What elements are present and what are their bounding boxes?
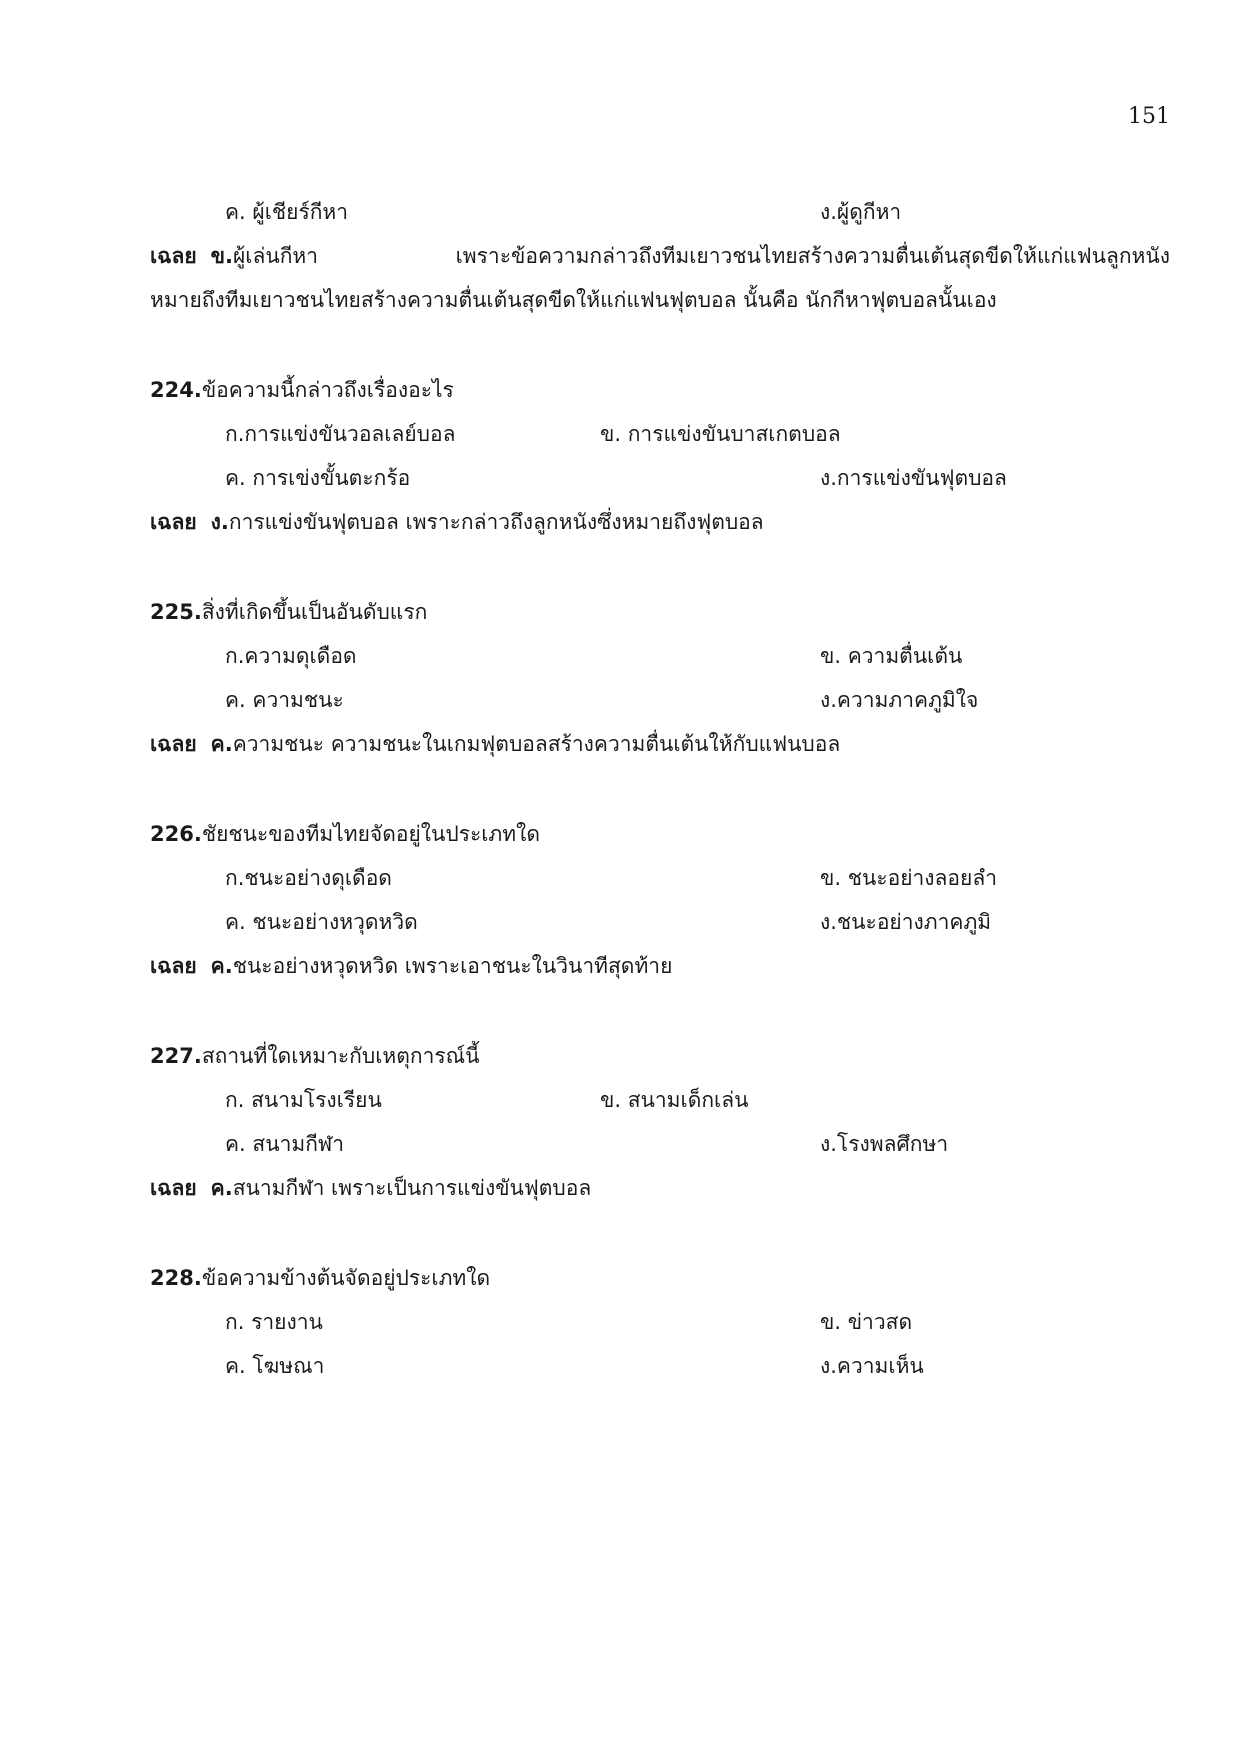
option-c: ค. ผู้เชียร์กีหา	[225, 200, 349, 224]
answer-line	[150, 234, 1170, 278]
answer-line	[150, 1166, 1170, 1210]
question-title	[150, 1256, 1170, 1300]
answer-label: เฉลย	[150, 510, 197, 534]
question-title	[150, 1034, 1170, 1078]
option-d: ง.ความเห็น	[820, 1354, 924, 1378]
question-text: ข้อความนี้กล่าวถึงเรื่องอะไร	[201, 378, 454, 402]
question-number: 224.	[150, 378, 202, 402]
page-number: 151	[1128, 104, 1170, 129]
answer-label: เฉลย	[150, 732, 197, 756]
answer-line	[150, 500, 1170, 544]
option-b: ข. ข่าวสด	[820, 1310, 913, 1334]
question-text: สถานที่ใดเหมาะกับเหตุการณ์นี้	[201, 1044, 480, 1068]
question-225	[150, 590, 1170, 766]
answer-text: ผู้เล่นกีหา เพราะข้อความกล่าวถึงทีมเยาวชนไทยสร้างความตื่นเต้นสุดขีดให้แก่แฟนลูกหนัง	[233, 244, 1170, 268]
question-226	[150, 812, 1170, 988]
option-row	[150, 634, 1170, 678]
question-227	[150, 1034, 1170, 1210]
option-c: ค. โฆษณา	[225, 1354, 325, 1378]
option-d: ง.โรงพลศึกษา	[820, 1132, 949, 1156]
option-b: ข. ความตื่นเต้น	[820, 644, 963, 668]
option-d: ง.ความภาคภูมิใจ	[820, 688, 979, 712]
option-row	[150, 1122, 1170, 1166]
question-title	[150, 368, 1170, 412]
question-228	[150, 1256, 1170, 1388]
answer-label: เฉลย	[150, 1176, 197, 1200]
question-224	[150, 368, 1170, 544]
option-row	[150, 856, 1170, 900]
question-title	[150, 590, 1170, 634]
option-d: ง.ผู้ดูกีหา	[820, 200, 902, 224]
option-c: ค. ความชนะ	[225, 688, 344, 712]
question-number: 225.	[150, 600, 202, 624]
option-row	[150, 900, 1170, 944]
option-row	[150, 456, 1170, 500]
answer-text: สนามกีฬา เพราะเป็นการแข่งขันฟุตบอล	[232, 1176, 592, 1200]
option-c: ค. การเข่งขั้นตะกร้อ	[225, 466, 411, 490]
question-number: 227.	[150, 1044, 202, 1068]
answer-text: ความชนะ ความชนะในเกมฟุตบอลสร้างความตื่นเต้นให้กับแฟนบอล	[232, 732, 841, 756]
option-a: ก. รายงาน	[225, 1310, 323, 1334]
option-b: ข. การแข่งขันบาสเกตบอล	[600, 422, 841, 446]
option-row	[150, 678, 1170, 722]
answer-choice: ง.	[210, 510, 229, 534]
question-number: 226.	[150, 822, 202, 846]
answer-line	[150, 722, 1170, 766]
option-a: ก.ความดุเดือด	[225, 644, 357, 668]
question-text: ข้อความข้างต้นจัดอยู่ประเภทใด	[201, 1266, 491, 1290]
answer-choice: ค.	[210, 954, 233, 978]
answer-choice: ค.	[210, 732, 233, 756]
answer-text: การแข่งขันฟุตบอล เพราะกล่าวถึงลูกหนังซึ่งหมายถึงฟุตบอล	[228, 510, 764, 534]
question-number: 228.	[150, 1266, 202, 1290]
question-text: สิ่งที่เกิดขึ้นเป็นอันดับแรก	[201, 600, 428, 624]
option-c: ค. ชนะอย่างหวุดหวิด	[225, 910, 418, 934]
answer-text-continued: หมายถึงทีมเยาวชนไทยสร้างความตื่นเต้นสุดขีดให้แก่แฟนฟุตบอล นั้นคือ นักกีหาฟุตบอลนั้นเอง	[150, 288, 997, 312]
option-a: ก.การแข่งขันวอลเลย์บอล	[225, 422, 456, 446]
option-c: ค. สนามกีฬา	[225, 1132, 345, 1156]
option-row	[150, 1344, 1170, 1388]
answer-line	[150, 944, 1170, 988]
option-b: ข. ชนะอย่างลอยลำ	[820, 866, 998, 890]
question-title	[150, 812, 1170, 856]
option-row	[150, 1078, 1170, 1122]
option-a: ก. สนามโรงเรียน	[225, 1088, 382, 1112]
answer-text: ชนะอย่างหวุดหวิด เพราะเอาชนะในวินาทีสุดท้าย	[232, 954, 673, 978]
option-d: ง.การแข่งขันฟุตบอล	[820, 466, 1007, 490]
option-d: ง.ชนะอย่างภาคภูมิ	[820, 910, 992, 934]
option-row	[150, 1300, 1170, 1344]
option-a: ก.ชนะอย่างดุเดือด	[225, 866, 392, 890]
option-row	[150, 412, 1170, 456]
answer-label: เฉลย	[150, 954, 197, 978]
answer-label: เฉลย	[150, 244, 197, 268]
option-row	[150, 190, 1170, 234]
question-text: ชัยชนะของทีมไทยจัดอยู่ในประเภทใด	[201, 822, 541, 846]
answer-choice: ค.	[210, 1176, 233, 1200]
option-b: ข. สนามเด็กเล่น	[600, 1088, 749, 1112]
answer-choice: ข.	[210, 244, 233, 268]
page-content	[150, 190, 1170, 1388]
